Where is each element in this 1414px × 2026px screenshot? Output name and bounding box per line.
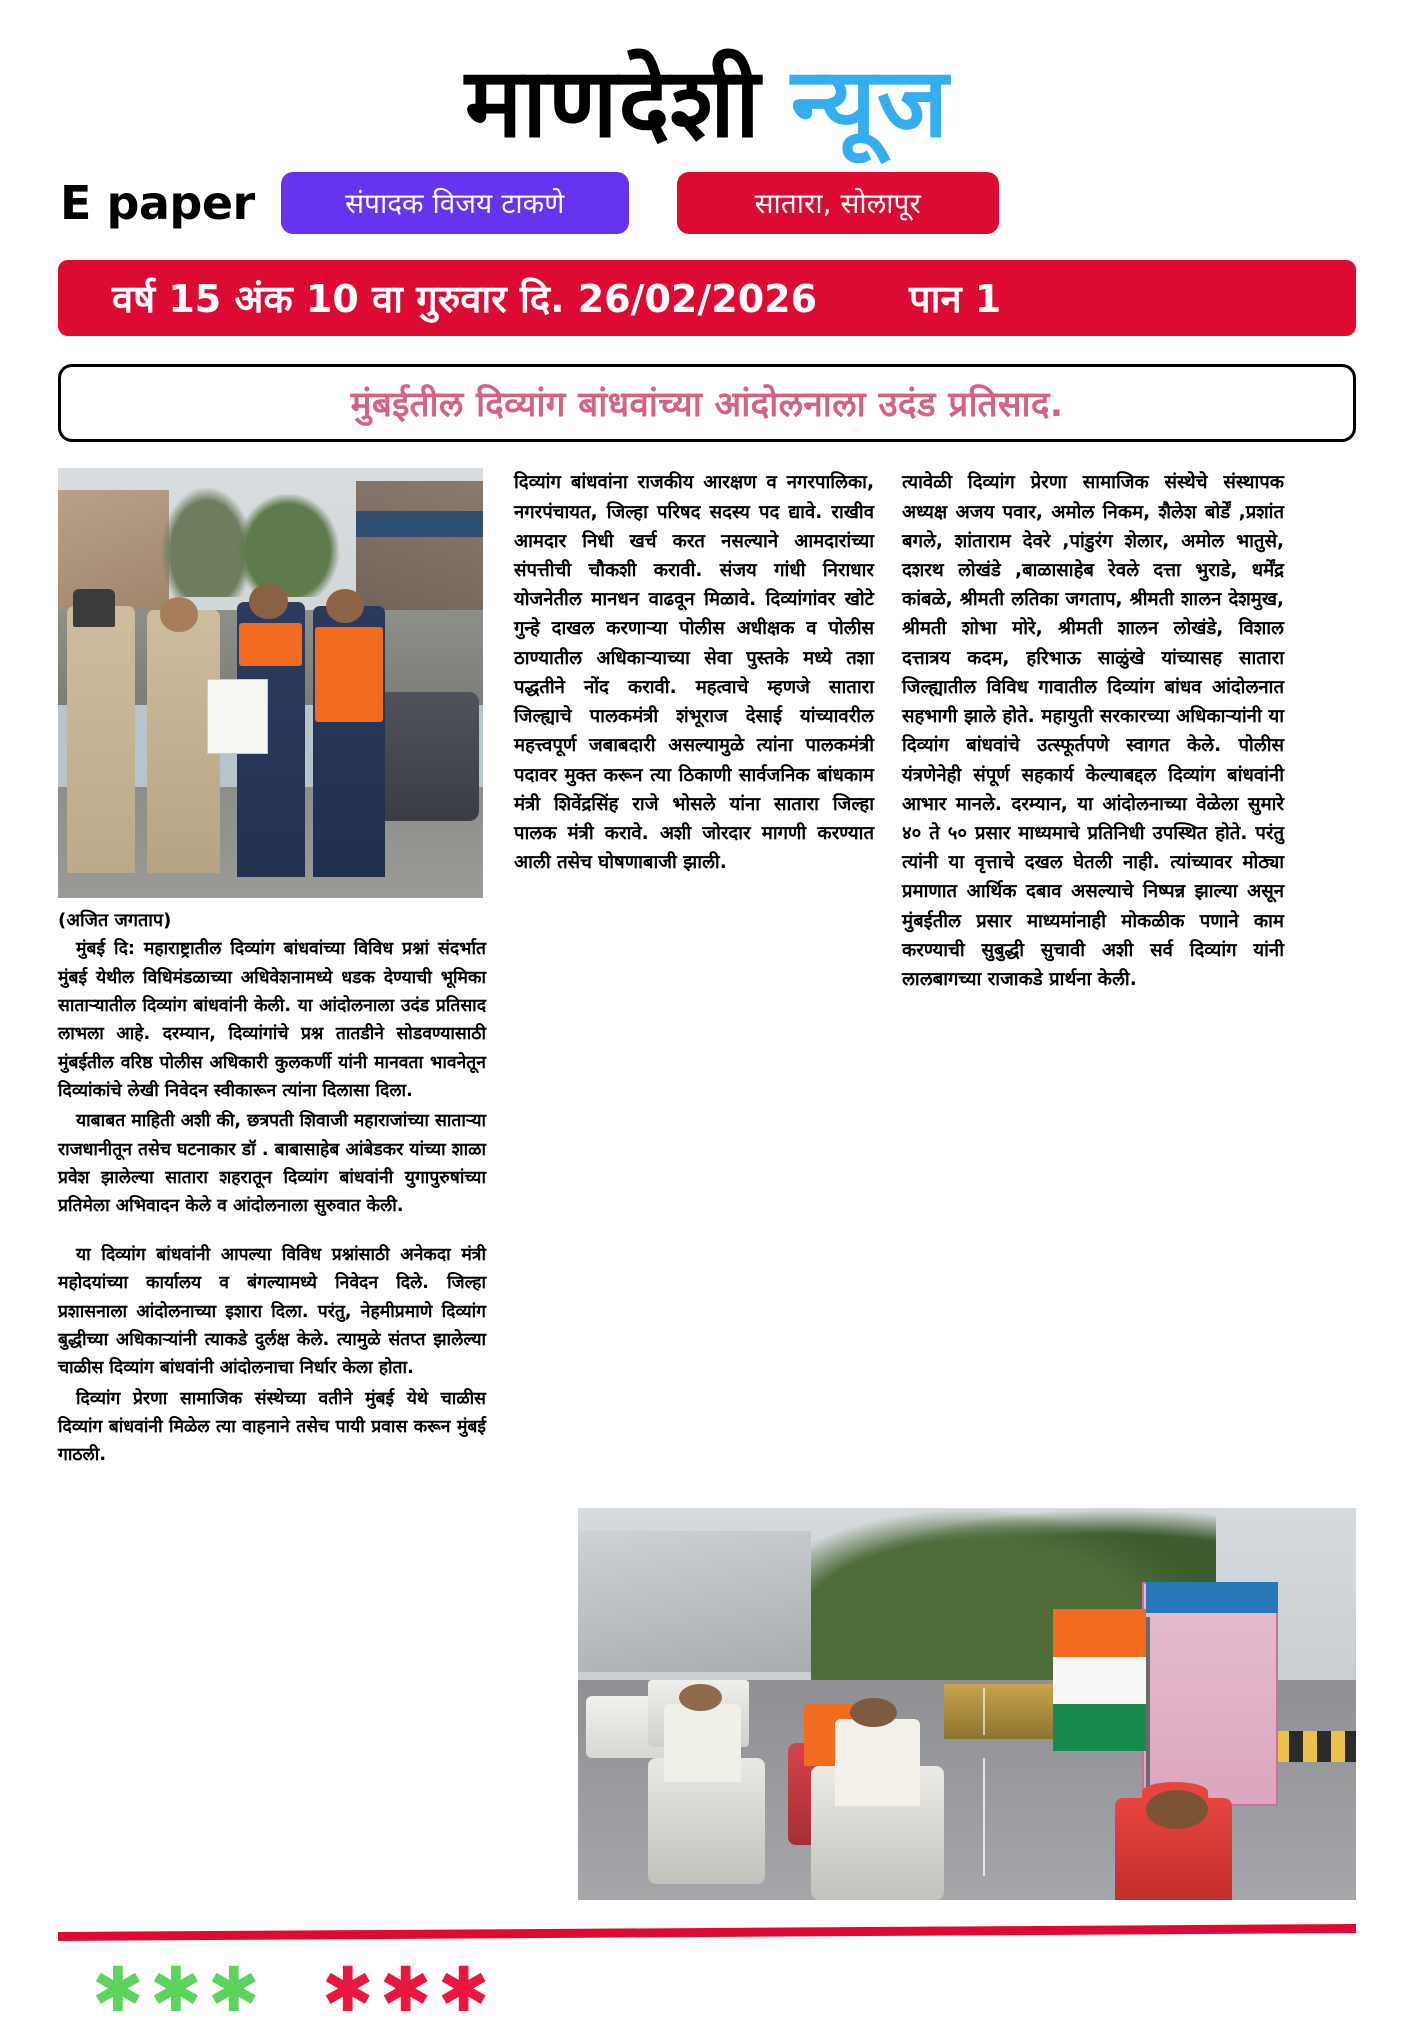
datebar-wrapper [0, 234, 1414, 336]
datebar-issue-date: वर्ष 15 अंक 10 वा गुरुवार दि. 26/02/2026 [112, 277, 818, 322]
photo-byline: (अजित जगताप) [58, 910, 172, 932]
footer-stars [0, 1937, 1414, 2026]
article-paragraph: दिव्यांग प्रेरणा सामाजिक संस्थेच्या वतीने मुंबई येथे चाळीस दिव्यांग बांधवांनी मिळेल त्या वाहनाने तसेच पायी प्रवास करून मुंबई गाठली. [58, 1388, 486, 1466]
article-column-3 [902, 468, 1284, 1471]
headline-box [58, 364, 1356, 442]
masthead-title-secondary: न्यूज [790, 47, 950, 159]
headline-wrapper [0, 336, 1414, 442]
article-column-1 [58, 468, 486, 1471]
datebar [58, 260, 1356, 336]
article-body [0, 442, 1414, 1471]
article-column-2 [514, 468, 874, 1471]
article-paragraph: याबाबत माहिती अशी की, छत्रपती शिवाजी महाराजांच्या साताऱ्या राजधानीतून तसेच घटनाकार डॉ . बाबासाहेब आंबेडकर यांच्या शाळा प्रवेश झालेल्या सातारा शहरातून दिव्यांग बांधवांनी युगापुरुषांच्या प्रतिमेला अभिवादन केले व आंदोलनाला सुरुवात केली. [58, 1111, 486, 1217]
masthead-title [0, 48, 1414, 158]
epaper-label: E paper [60, 176, 255, 231]
masthead-title-primary: माणदेशी [464, 47, 761, 159]
article-paragraph: त्यावेळी दिव्यांग प्रेरणा सामाजिक संस्थेचे संस्थापक अध्यक्ष अजय पवार, अमोल निकम, शैलेश बोर्डें ,प्रशांत बगले, शांताराम देवरे ,पांडुरंग शेलार, अमोल भातुसे, दशरथ लोखंडे ,बाळासाहेब रेवले दत्ता भुराडे, धर्मेंद्र कांबळे, श्रीमती लतिका जगताप, श्रीमती शालन देशमुख, श्रीमती शोभा मोरे, श्रीमती शालन लोखंडे, विशाल दत्तात्रय कदम, हरिभाऊ साळुंखे यांच्यासह सातारा जिल्ह्यातील विविध गावातील दिव्यांग बांधव आंदोलनात सहभागी झाले होते. महायुती सरकारच्या अधिकाऱ्यांनी या दिव्यांग बांधवांचे उत्स्फूर्तपणे स्वागत केले. पोलीस यंत्रणेनेही संपूर्ण सहकार्य केल्याबद्दल दिव्यांग बांधवांनी आभार मानले. दरम्यान, या आंदोलनाच्या वेळेला सुमारे ४० ते ५० प्रसार माध्यमाचे प्रतिनिधी उपस्थित होते. परंतु त्यांनी या वृत्ताचे दखल घेतली नाही. त्यांच्यावर मोठ्या प्रमाणात आर्थिक दबाव असल्याचे निष्पन्न झाल्या असून मुंबईतील प्रसार माध्यमांनाही मोकळीक पणाने काम करण्याची सुबुद्धी सुचावी अशी सर्व दिव्यांग यांनी लालबागच्या राजाकडे प्रार्थना केली. [902, 472, 1284, 991]
footer-stars-green: ✱✱✱ [92, 1952, 266, 2026]
article-paragraph: मुंबई दि: महाराष्ट्रातील दिव्यांग बांधवांच्या विविध प्रश्नां संदर्भात मुंबई येथील विधिमंडळाच्या अधिवेशनामध्ये धडक देण्याची भूमिका साताऱ्यातील दिव्यांग बांधवांनी केली. या आंदोलनाला उदंड प्रतिसाद लाभला आहे. दरम्यान, दिव्यांगांचे प्रश्न तातडीने सोडवण्यासाठी मुंबईतील वरिष्ठ पोलीस अधिकारी कुलकर्णी यांनी मानवता भावनेतून दिव्यांकांचे लेखी निवेदन स्वीकारून त्यांना दिलासा दिला. [58, 939, 486, 1102]
page-title: मुंबईतील दिव्यांग बांधवांच्या आंदोलनाला उदंड प्रतिसाद. [350, 384, 1064, 425]
article-photo-primary [58, 468, 483, 898]
article-photo-secondary [578, 1508, 1356, 1900]
datebar-page-number: पान 1 [909, 277, 1002, 322]
secondary-photo-wrapper [0, 1508, 1414, 1900]
footer-stars-red: ✱✱✱ [321, 1952, 496, 2026]
masthead [0, 0, 1414, 158]
article-paragraph: दिव्यांग बांधवांना राजकीय आरक्षण व नगरपालिका, नगरपंचायत, जिल्हा परिषद सदस्य पद द्यावे. राखीव आमदार निधी खर्च करत नसल्याने आमदारांच्या संपत्तीची चौकशी करावी. संजय गांधी निराधार योजनेतील मानधन वाढवून मिळावे. दिव्यांगांवर खोटे गुन्हे दाखल करणाऱ्या पोलीस अधीक्षक व पोलीस ठाण्यातील अधिकाऱ्याच्या सेवा पुस्तके मध्ये तशा पद्धतीने नोंद करावी. महत्वाचे म्हणजे सातारा जिल्ह्याचे पालकमंत्री शंभूराज देसाई यांच्यावरील महत्त्वपूर्ण जबाबदारी असल्यामुळे त्यांना पालकमंत्री पदावर मुक्त करून त्या ठिकाणी सार्वजनिक बांधकाम मंत्री शिवेंद्रसिंह राजे भोसले यांना सातारा जिल्हा पालक मंत्री करावे. अशी जोरदार मागणी करण्यात आली तसेच घोषणाबाजी झाली. [514, 472, 874, 874]
editor-badge: संपादक विजय टाकणे [281, 172, 629, 234]
masthead-badge-row [0, 158, 1414, 234]
edition-badge: सातारा, सोलापूर [677, 172, 999, 234]
article-paragraph: या दिव्यांग बांधवांनी आपल्या विविध प्रश्नांसाठी अनेकदा मंत्री महोदयांच्या कार्यालय व बंगल्यामध्ये निवेदन दिले. जिल्हा प्रशासनाला आंदोलनाच्या इशारा दिला. परंतु, नेहमीप्रमाणे दिव्यांग बुद्धीच्या अधिकाऱ्यांनी त्याकडे दुर्लक्ष केले. त्यामुळे संतप्त झालेल्या चाळीस दिव्यांग बांधवांनी आंदोलनाचा निर्धार केला होता. [58, 1244, 486, 1379]
